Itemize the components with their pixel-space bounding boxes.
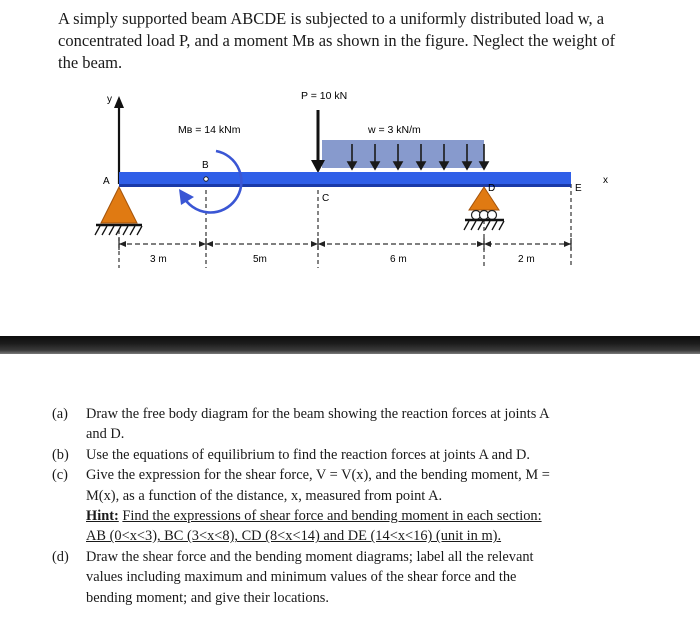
hint-label: Hint:	[86, 508, 119, 525]
question-a	[52, 404, 652, 445]
point-b-label: B	[202, 160, 209, 171]
question-d-line-2: values including maximum and minimum values of the shear force and the	[86, 569, 517, 586]
point-d-label: D	[488, 183, 496, 194]
hint-line-1: Find the expressions of shear force and bending moment in each section:	[122, 508, 542, 525]
dim-ab-label: 3 m	[150, 254, 167, 265]
question-a-line-2: and D.	[86, 426, 125, 443]
dim-bc-label: 5m	[253, 254, 267, 265]
questions-list	[52, 404, 652, 608]
problem-statement	[58, 8, 678, 74]
question-a-line-1: Draw the free body diagram for the beam showing the reaction forces at joints A	[86, 406, 550, 422]
pin-support-a	[101, 187, 137, 223]
intro-line-1: A simply supported beam ABCDE is subjected to a uniformly distributed load w, a	[58, 9, 605, 28]
point-c-label: C	[322, 193, 330, 204]
beam-diagram	[0, 80, 700, 336]
udl-label: w = 3 kN/m	[368, 124, 421, 136]
dim-de-label: 2 m	[518, 254, 535, 265]
point-a-label: A	[103, 176, 110, 187]
beam	[119, 172, 571, 186]
roller-wheels	[472, 211, 497, 220]
question-c-line-2: M(x), as a function of the distance, x, measured from point A.	[86, 487, 443, 504]
moment-label: Mʙ = 14 kNm	[178, 124, 241, 136]
load-p-label: P = 10 kN	[301, 90, 348, 102]
question-b	[52, 445, 652, 465]
hint-line-2: AB (0<x<3), BC (3<x<8), CD (8<x<14) and DE (14<x<16) (unit in m).	[86, 528, 502, 545]
x-axis-label: x	[603, 175, 608, 186]
intro-line-3: the beam.	[58, 53, 123, 72]
udl-block	[322, 140, 484, 168]
y-axis-arrowhead	[114, 96, 124, 108]
question-d-line-1: Draw the shear force and the bending moment diagrams; label all the relevant	[86, 548, 534, 565]
point-b-marker	[204, 177, 208, 181]
question-c-label: (c)	[52, 467, 68, 484]
y-axis-label: y	[107, 94, 112, 105]
question-b-line-1: Use the equations of equilibrium to find the reaction forces at joints A and D.	[86, 446, 531, 463]
separator-band	[0, 336, 700, 354]
question-d	[52, 547, 652, 608]
question-d-label: (d)	[52, 548, 69, 565]
question-c-hint	[86, 506, 652, 526]
question-c-line-1: Give the expression for the shear force, V = V(x), and the bending moment, M =	[86, 467, 550, 484]
question-b-label: (b)	[52, 446, 69, 463]
intro-line-2: concentrated load P, and a moment Mʙ as shown in the figure. Neglect the weight of	[58, 31, 616, 50]
dim-cd-label: 6 m	[390, 254, 407, 265]
question-d-line-3: bending moment; and give their locations.	[86, 589, 329, 606]
beam-edge	[119, 184, 571, 187]
question-c	[52, 465, 652, 547]
point-e-label: E	[575, 183, 582, 194]
question-a-label: (a)	[52, 406, 68, 422]
